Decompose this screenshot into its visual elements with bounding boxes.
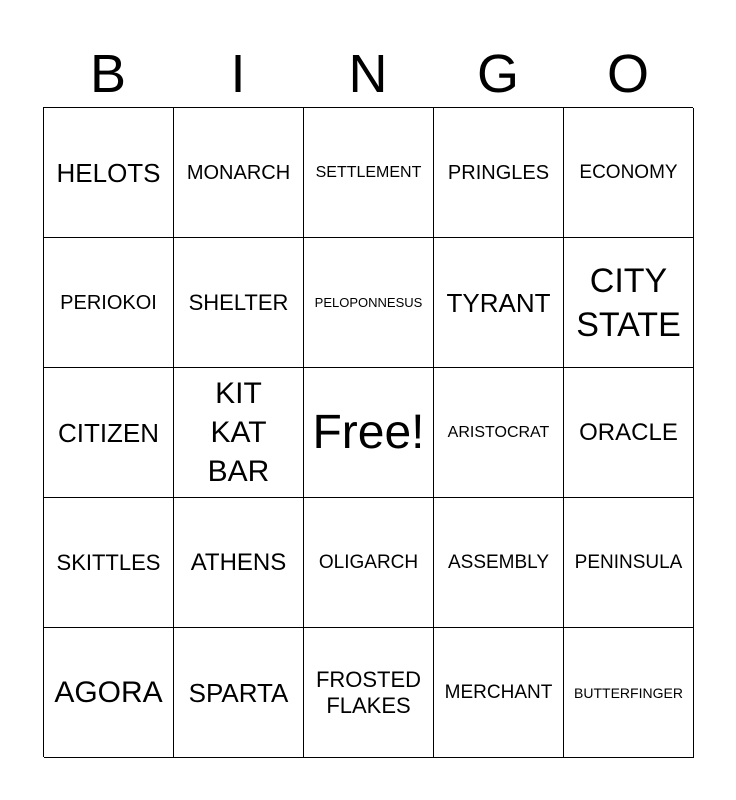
bingo-cell[interactable] [304,238,434,368]
bingo-cell[interactable] [434,628,564,758]
bingo-cell[interactable] [174,368,304,498]
bingo-cell[interactable] [304,498,434,628]
bingo-cell[interactable] [174,498,304,628]
free-space-label: Free! [312,405,425,459]
cell-label: ECONOMY [579,162,678,183]
bingo-cell[interactable] [564,498,694,628]
cell-label: ATHENS [190,548,287,576]
bingo-cell[interactable] [564,628,694,758]
bingo-cell[interactable] [44,238,174,368]
bingo-cell[interactable] [564,108,694,238]
bingo-cell[interactable] [44,498,174,628]
free-space-cell[interactable] [304,368,434,498]
cell-label: AGORA [54,676,163,709]
header-letter-g: G [476,44,519,104]
bingo-cell[interactable] [44,368,174,498]
cell-label: MONARCH [186,161,291,184]
cell-label: PELOPONNESUS [314,294,423,310]
bingo-cell[interactable] [44,108,174,238]
bingo-cell[interactable] [174,628,304,758]
cell-label: ORACLE [579,418,678,446]
bingo-cell[interactable] [564,238,694,368]
bingo-header [43,40,693,108]
cell-label: PENINSULA [574,552,683,573]
bingo-cell[interactable] [174,238,304,368]
bingo-cell[interactable] [304,108,434,238]
bingo-cell[interactable] [304,628,434,758]
bingo-cell[interactable] [564,368,694,498]
bingo-grid [43,107,693,757]
cell-label: SETTLEMENT [315,163,422,181]
bingo-cell[interactable] [434,238,564,368]
cell-label: OLIGARCH [318,552,419,573]
bingo-cell[interactable] [434,368,564,498]
cell-label: SPARTA [188,677,289,708]
header-letter-b: B [89,44,127,104]
cell-label: KIT KAT BAR [207,377,270,488]
cell-label: ARISTOCRAT [447,423,550,441]
bingo-cell[interactable] [44,628,174,758]
cell-label: CITIZEN [57,417,160,448]
bingo-cell[interactable] [174,108,304,238]
cell-label: TYRANT [446,287,551,318]
bingo-cell[interactable] [434,108,564,238]
cell-label: ASSEMBLY [447,552,550,573]
header-letter-o: O [606,44,649,104]
cell-label: HELOTS [56,157,161,188]
cell-label: MERCHANT [444,682,553,703]
bingo-cell[interactable] [434,498,564,628]
cell-label: SHELTER [188,289,289,315]
cell-label: SKITTLES [56,549,161,575]
cell-label: CITY STATE [576,261,681,344]
cell-label: PERIOKOI [60,291,157,314]
cell-label: FROSTED FLAKES [315,666,422,718]
cell-label: BUTTERFINGER [574,684,683,701]
cell-label: PRINGLES [447,161,550,184]
header-letter-n: N [348,44,388,104]
header-letter-i: I [230,44,246,104]
